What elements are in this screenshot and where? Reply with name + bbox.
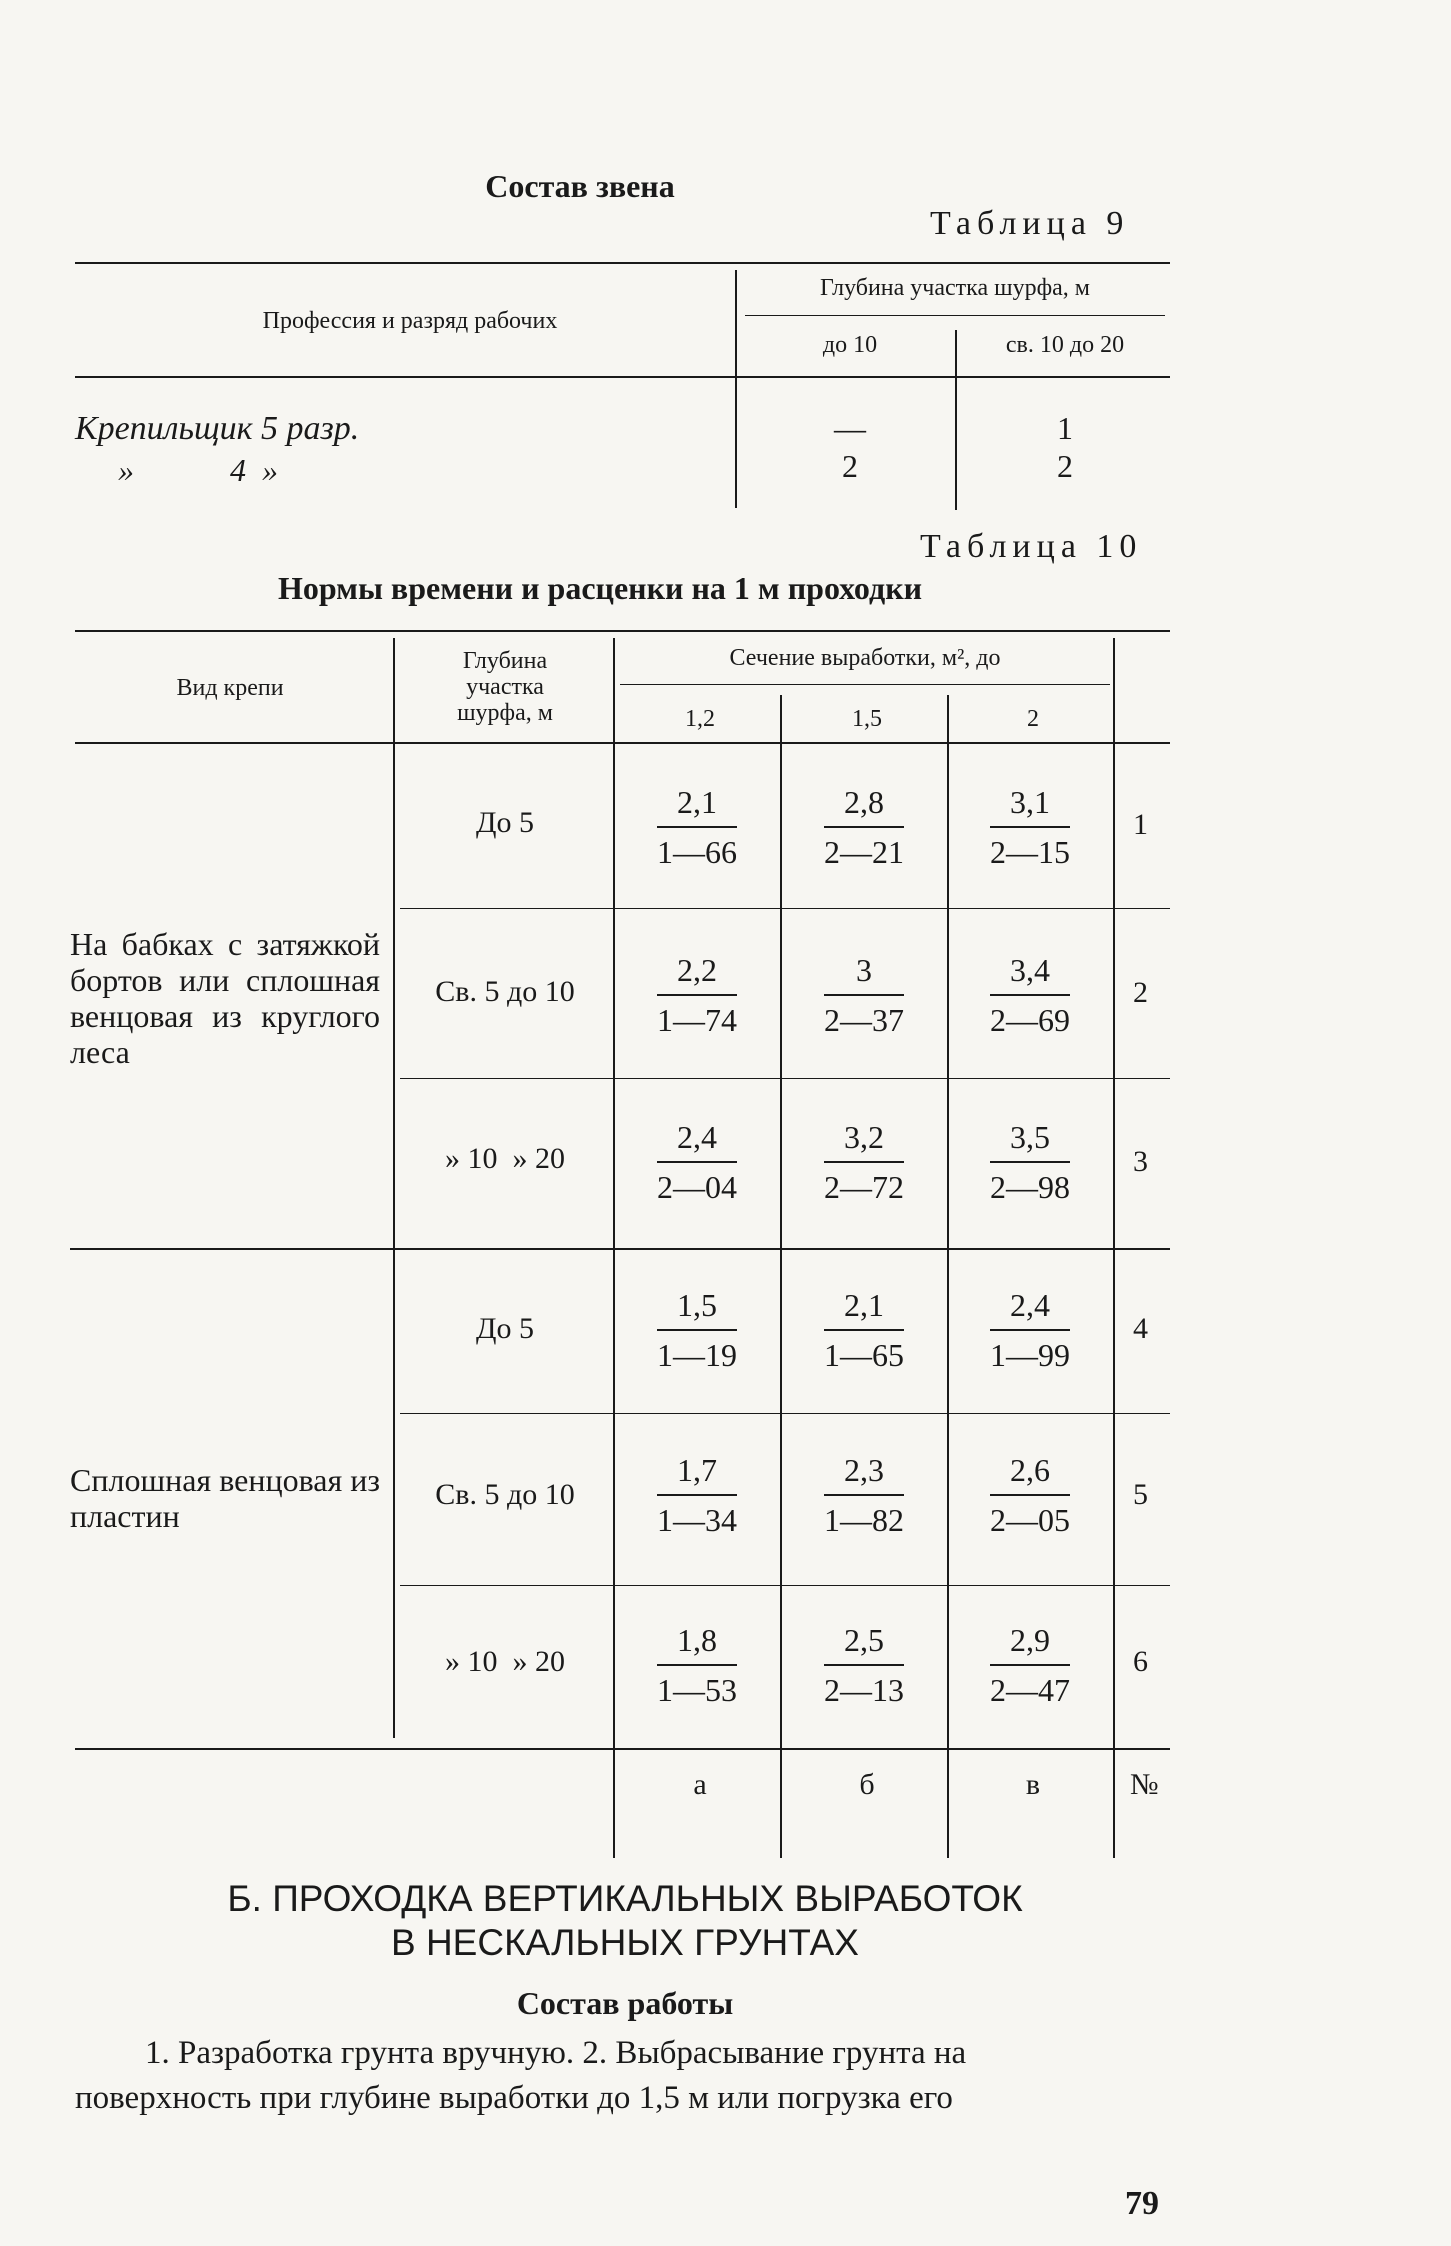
group-rule (70, 1248, 1170, 1250)
norm-cell-r2-b: 3 2—37 (824, 952, 904, 1038)
col-section-group: Сечение выработки, м², до (729, 645, 1001, 671)
row-number: 1 (1133, 808, 1148, 841)
depth-label: » 10 » 20 (445, 1645, 565, 1678)
table10-divider (947, 695, 949, 1858)
paragraph-line1: 1. Разработка грунта вручную. 2. Выбрасывание грунта на (145, 2035, 967, 2071)
table10-top-rule (75, 630, 1170, 632)
table10-label: Таблица 10 (920, 528, 1143, 565)
row-rule (400, 1585, 1170, 1586)
footer-col-b: б (859, 1768, 875, 1801)
paragraph-line2: поверхность при глубине выработки до 1,5 м или погрузка его (75, 2080, 953, 2116)
norm-cell-r6-a: 1,8 1—53 (657, 1622, 737, 1708)
table9-top-rule (75, 262, 1170, 264)
norm-cell-r3-a: 2,4 2—04 (657, 1119, 737, 1205)
norm-cell-r1-a: 2,1 1—66 (657, 784, 737, 870)
norm-cell-r2-c: 3,4 2—69 (990, 952, 1070, 1038)
section-subtitle: Состав работы (516, 1985, 734, 2021)
cell-r2-c2: 2 (1057, 448, 1073, 484)
norm-cell-r6-b: 2,5 2—13 (824, 1622, 904, 1708)
footer-col-a: а (693, 1768, 707, 1801)
depth-label: До 5 (476, 806, 534, 839)
crib-type-2: Сплошная венцовая из пластин (70, 1462, 380, 1534)
col-section-3: 2 (1027, 706, 1039, 732)
norm-cell-r3-b: 3,2 2—72 (824, 1119, 904, 1205)
table10-subheader-rule (620, 684, 1110, 685)
profession-row-2: » 4 » (118, 452, 278, 488)
cell-r1-c2: 1 (1057, 410, 1073, 446)
norm-cell-r6-c: 2,9 2—47 (990, 1622, 1070, 1708)
row-number: 4 (1133, 1312, 1148, 1345)
section-title-line1: Б. ПРОХОДКА ВЕРТИКАЛЬНЫХ ВЫРАБОТОК (227, 1878, 1023, 1919)
norms-heading: Нормы времени и расценки на 1 м проходки (277, 570, 923, 606)
table9-divider (955, 330, 957, 510)
norm-cell-r4-a: 1,5 1—19 (657, 1287, 737, 1373)
profession-row-1: Крепильщик 5 разр. (75, 410, 360, 447)
table10-divider (780, 695, 782, 1858)
col-type: Вид крепи (176, 675, 284, 701)
table9-divider (735, 270, 737, 508)
section-title-line2: В НЕСКАЛЬНЫХ ГРУНТАХ (391, 1922, 859, 1963)
row-rule (400, 908, 1170, 909)
col-depth-2: св. 10 до 20 (1005, 332, 1125, 358)
footer-col-c: в (1025, 1768, 1041, 1801)
table10-divider (393, 638, 395, 1738)
footer-col-no: № (1130, 1768, 1159, 1801)
table10-bottom-rule (75, 1748, 1170, 1750)
table10-header-rule (75, 742, 1170, 744)
col-profession: Профессия и разряд рабочих (262, 308, 558, 334)
norm-cell-r4-c: 2,4 1—99 (990, 1287, 1070, 1373)
depth-label: Св. 5 до 10 (435, 1478, 575, 1511)
table9-header-rule (75, 376, 1170, 378)
norm-cell-r5-a: 1,7 1—34 (657, 1452, 737, 1538)
norm-cell-r2-a: 2,2 1—74 (657, 952, 737, 1038)
table9-subheader-rule (745, 315, 1165, 316)
col-section-2: 1,5 (852, 706, 882, 732)
row-number: 2 (1133, 976, 1148, 1009)
norm-cell-r1-c: 3,1 2—15 (990, 784, 1070, 870)
depth-label: Св. 5 до 10 (435, 975, 575, 1008)
norm-cell-r3-c: 3,5 2—98 (990, 1119, 1070, 1205)
cell-r2-c1: 2 (842, 448, 858, 484)
norm-cell-r4-b: 2,1 1—65 (824, 1287, 904, 1373)
depth-label: » 10 » 20 (445, 1142, 565, 1175)
composition-heading: Состав звена (485, 168, 675, 204)
col-section-1: 1,2 (685, 706, 715, 732)
row-rule (400, 1078, 1170, 1079)
crib-type-1: На бабках с затяжкой бортов или сплошная венцовая из круглого леса (70, 926, 380, 1070)
col-depth-group: Глубина участка шурфа, м (820, 275, 1090, 301)
norm-cell-r1-b: 2,8 2—21 (824, 784, 904, 870)
cell-r1-c1: — (834, 410, 866, 446)
col-depth-1: до 10 (822, 332, 878, 358)
col-depth: Глубина участка шурфа, м (457, 648, 553, 726)
norm-cell-r5-b: 2,3 1—82 (824, 1452, 904, 1538)
row-number: 6 (1133, 1645, 1148, 1678)
row-number: 3 (1133, 1145, 1148, 1178)
depth-label: До 5 (476, 1312, 534, 1345)
page-number: 79 (1125, 2185, 1159, 2222)
row-rule (400, 1413, 1170, 1414)
row-number: 5 (1133, 1478, 1148, 1511)
norm-cell-r5-c: 2,6 2—05 (990, 1452, 1070, 1538)
table9-label: Таблица 9 (930, 205, 1130, 242)
